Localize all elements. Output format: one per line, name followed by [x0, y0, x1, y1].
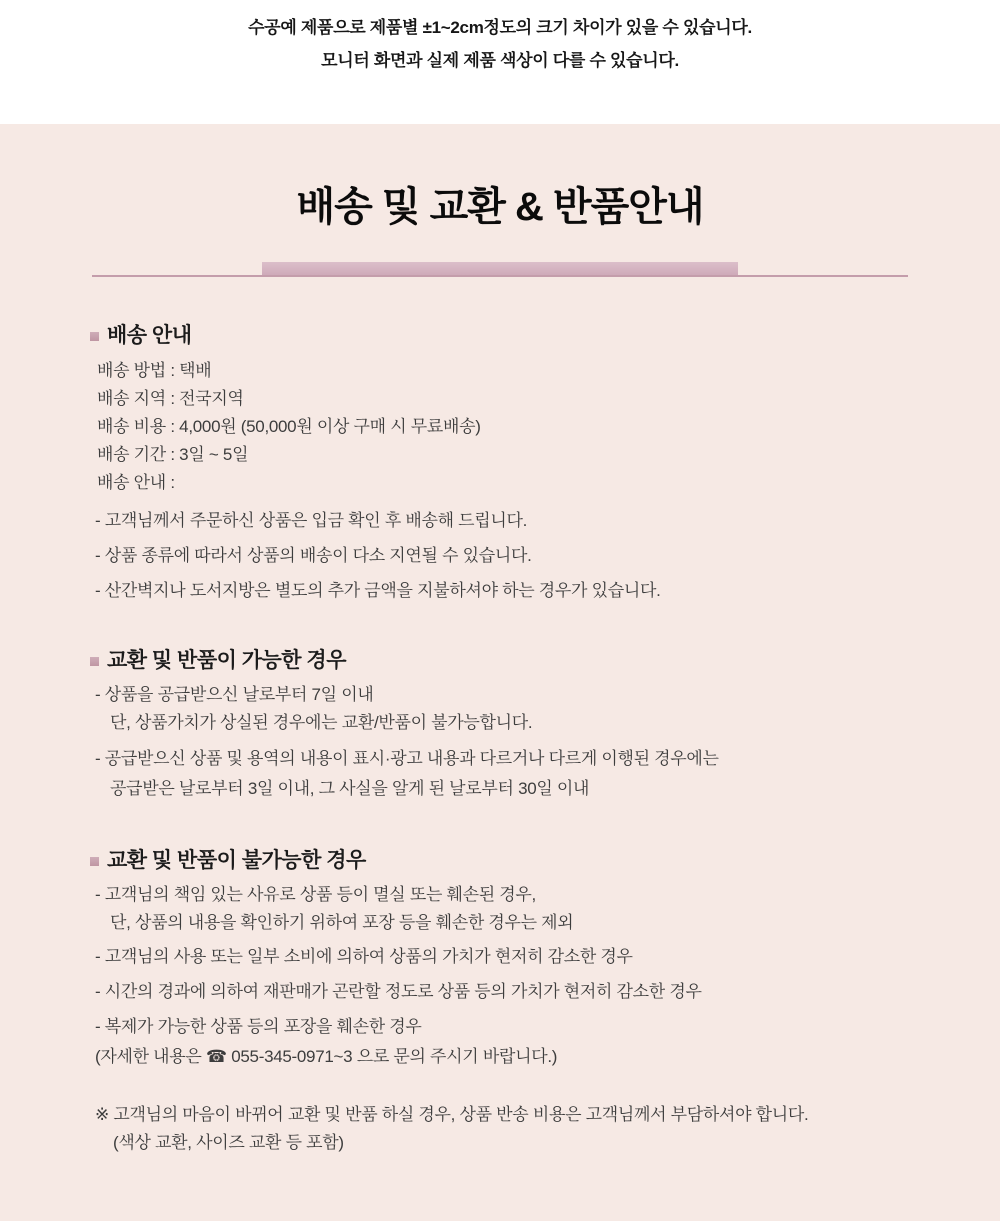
section-heading-label: 교환 및 반품이 불가능한 경우 [107, 849, 366, 872]
exchange-impossible-item: - 복제가 가능한 상품 등의 포장을 훼손한 경우 [95, 1017, 422, 1036]
square-bullet-icon [90, 657, 99, 666]
info-content [0, 321, 1000, 1154]
return-cost-footnote [90, 1104, 940, 1154]
product-disclaimer [0, 0, 1000, 124]
shipping-guide-item: - 산간벽지나 도서지방은 별도의 추가 금액을 지불하셔야 하는 경우가 있습니다. [95, 581, 661, 600]
exchange-impossible-item: - 시간의 경과에 의하여 재판매가 곤란할 정도로 상품 등의 가치가 현저히 감소한 경우 [95, 982, 702, 1001]
exchange-possible-item: - 상품을 공급받으신 날로부터 7일 이내 [95, 685, 374, 704]
section-heading-label: 교환 및 반품이 가능한 경우 [107, 649, 346, 672]
exchange-impossible-item: - 고객님의 책임 있는 사유로 상품 등이 멸실 또는 훼손된 경우, [95, 885, 536, 904]
shipping-area-line: 배송 지역 : 전국지역 [97, 389, 244, 408]
shipping-return-panel [0, 124, 1000, 1221]
section-shipping [90, 321, 940, 602]
section-exchange-impossible [90, 846, 940, 1068]
exchange-possible-item-continuation: 공급받은 날로부터 3일 이내, 그 사실을 알게 된 날로부터 30일 이내 [110, 779, 590, 798]
exchange-possible-item-continuation: 단, 상품가치가 상실된 경우에는 교환/반품이 불가능합니다. [110, 713, 533, 732]
title-underline [0, 260, 1000, 277]
square-bullet-icon [90, 857, 99, 866]
exchange-possible-item: - 공급받으신 상품 및 용역의 내용이 표시·광고 내용과 다르거나 다르게 이행된 경우에는 [95, 749, 719, 768]
shipping-period-line: 배송 기간 : 3일 ~ 5일 [97, 445, 249, 464]
disclaimer-line-2: 모니터 화면과 실제 제품 색상이 다를 수 있습니다. [321, 51, 679, 70]
shipping-cost-line: 배송 비용 : 4,000원 (50,000원 이상 구매 시 무료배송) [97, 417, 481, 436]
section-heading-label: 배송 안내 [107, 324, 192, 347]
underline-accent-bar [262, 262, 738, 275]
square-bullet-icon [90, 332, 99, 341]
section-heading-exchange-possible [90, 646, 940, 676]
shipping-guide-item: - 상품 종류에 따라서 상품의 배송이 다소 지연될 수 있습니다. [95, 546, 532, 565]
shipping-guide-label: 배송 안내 : [97, 473, 175, 492]
section-heading-shipping [90, 321, 940, 351]
footnote-line-1: ※ 고객님의 마음이 바뀌어 교환 및 반품 하실 경우, 상품 반송 비용은 고객님께서 부담하셔야 합니다. [95, 1105, 809, 1124]
underline-thin-rule [92, 275, 908, 277]
shipping-guide-item: - 고객님께서 주문하신 상품은 입금 확인 후 배송해 드립니다. [95, 511, 528, 530]
contact-phone-note: (자세한 내용은 ☎ 055-345-0971~3 으로 문의 주시기 바랍니다.) [95, 1047, 558, 1066]
section-exchange-possible [90, 646, 940, 800]
section-heading-exchange-impossible [90, 846, 940, 876]
exchange-impossible-item-continuation: 단, 상품의 내용을 확인하기 위하여 포장 등을 훼손한 경우는 제외 [110, 913, 574, 932]
footnote-line-2: (색상 교환, 사이즈 교환 등 포함) [113, 1133, 344, 1152]
disclaimer-line-1: 수공예 제품으로 제품별 ±1~2cm정도의 크기 차이가 있을 수 있습니다. [248, 18, 752, 37]
page-title: 배송 및 교환 & 반품안내 [296, 185, 704, 229]
exchange-impossible-item: - 고객님의 사용 또는 일부 소비에 의하여 상품의 가치가 현저히 감소한 경우 [95, 947, 633, 966]
shipping-method-line: 배송 방법 : 택배 [97, 361, 212, 380]
